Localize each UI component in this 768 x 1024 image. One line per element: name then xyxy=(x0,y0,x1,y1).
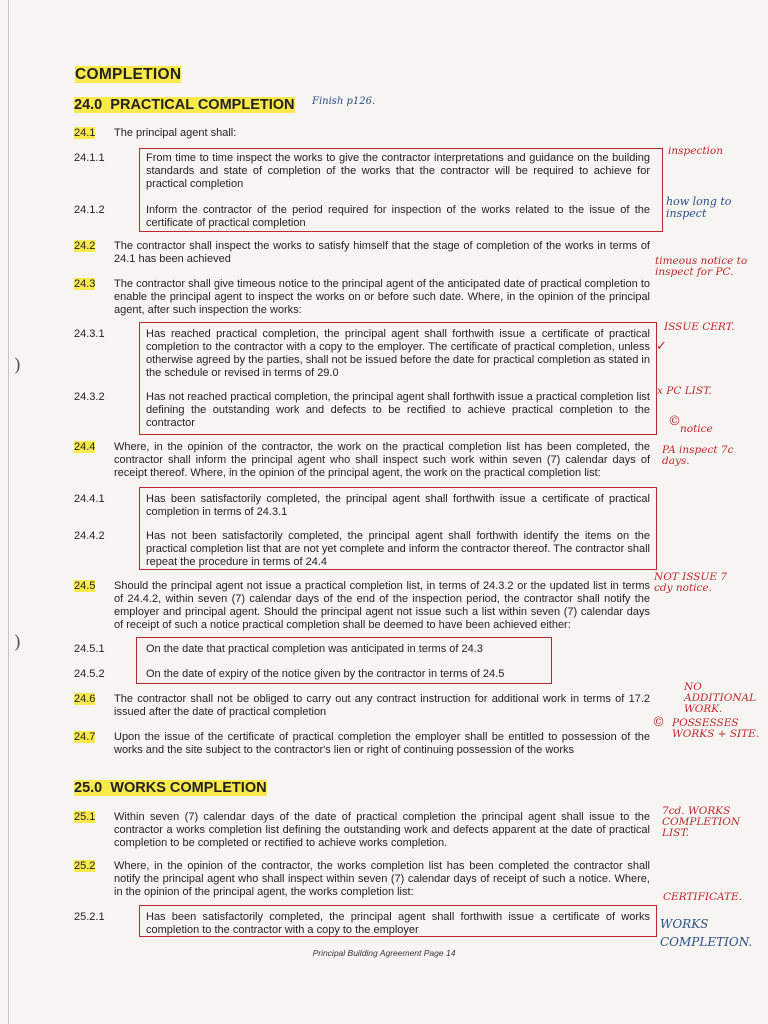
clause-text: The contractor shall inspect the works to satisfy himself that the stage of completion of the works in terms of 24.1 has been achieved xyxy=(114,240,650,265)
clause-number: 24.3 xyxy=(74,278,96,290)
annotation-note: how long to inspect xyxy=(666,195,732,220)
clause-number: 24.5 xyxy=(74,580,96,592)
clause-number: 25.2 xyxy=(74,860,96,872)
annotation-note: inspection xyxy=(668,145,723,157)
clause-number: 24.5.2 xyxy=(74,668,105,680)
annotation-note: 7cd. WORKS COMPLETION LIST. xyxy=(662,805,741,839)
clause-number: 24.2 xyxy=(74,240,96,252)
annotation-note: NO ADDITIONAL WORK. xyxy=(684,681,757,715)
clause-text: The contractor shall not be obliged to carry out any contract instruction for additional work in terms of 17.2 issued after the date of practical completion xyxy=(114,693,650,718)
clause-text: The contractor shall give timeous notice to the principal agent of the anticipated date of practical completion to enable the principal agent to inspect the works on or before such date. Where, in the opinion of the principal agent, after such inspection the works: xyxy=(114,278,650,316)
clause-number: 25.2.1 xyxy=(74,911,105,923)
clause-text: Should the principal agent not issue a practical completion list, in terms of 24.3.2 or the updated list in terms of 24.4.2, within seven (7) calendar days of the end of the inspection period, the contractor shall notify the employer and principal agent. Should the principal agent not issue such a list within seven (7) calendar days of receipt of such a notice practical completion shall be deemed to have been achieved either: xyxy=(114,580,650,631)
clause-number: 24.6 xyxy=(74,693,96,705)
clause-text: On the date that practical completion was anticipated in terms of 24.3 xyxy=(146,643,483,655)
annotation-note: PA inspect 7c days. xyxy=(662,444,734,467)
section-heading-24: 24.0 PRACTICAL COMPLETION xyxy=(74,97,295,113)
clause-text: Has been satisfactorily completed, the principal agent shall forthwith issue a certificate of works completion to the contractor with a copy to the employer xyxy=(146,911,650,936)
clause-number: 24.5.1 xyxy=(74,643,105,655)
clause-text: Has been satisfactorily completed, the principal agent shall forthwith issue a certificate of practical completion in terms of 24.3.1 xyxy=(146,493,650,518)
clause-text: Has reached practical completion, the principal agent shall forthwith issue a certificate of practical completion to the contractor with a copy to the employer. The certificate of practical completion, unless otherwise agreed by the parties, shall not be issued before the date for practical completion as stated in the schedule or revised in terms of 29.0 xyxy=(146,328,650,379)
clause-text: Upon the issue of the certificate of practical completion the employer shall be entitled to possession of the works and the site subject to the contractor's lien or right of continuing possession of the works xyxy=(114,731,650,756)
clause-number: 24.4 xyxy=(74,441,96,453)
tick-mark-icon: ✓ xyxy=(656,338,667,353)
page-footer: Principal Building Agreement Page 14 xyxy=(312,948,456,958)
clause-number: 24.1.1 xyxy=(74,152,105,164)
annotation-finish: Finish p126. xyxy=(312,96,376,107)
punch-hole-mark: ) xyxy=(14,632,22,653)
clause-number: 24.4.2 xyxy=(74,530,105,542)
annotation-note: POSSESSES WORKS + SITE. xyxy=(672,717,760,740)
annotation-note: timeous notice to inspect for PC. xyxy=(655,255,748,278)
page-title: COMPLETION xyxy=(75,66,182,83)
circled-c-icon: © xyxy=(668,414,681,429)
clause-number: 24.4.1 xyxy=(74,493,105,505)
clause-text: Where, in the opinion of the contractor, the work on the practical completion list has been completed, the contractor shall inform the principal agent who shall inspect such work within seven (7) calendar days of receipt thereof. Where, in the opinion of the principal agent, the work on the practical completion list: xyxy=(114,441,650,479)
clause-number: 25.1 xyxy=(74,811,96,823)
section-heading-25: 25.0 WORKS COMPLETION xyxy=(74,780,267,796)
annotation-note: ISSUE CERT. xyxy=(664,321,735,333)
clause-text: From time to time inspect the works to give the contractor interpretations and guidance on the building standards and state of completion of the works that the contractor will be required to achieve for practical completion xyxy=(146,152,650,190)
clause-number: 24.1.2 xyxy=(74,204,105,216)
clause-text: Has not been satisfactorily completed, the principal agent shall forthwith identify the items on the practical completion list that are not yet complete and inform the contractor thereof. The contractor shall repeat the procedure in terms of 24.4 xyxy=(146,530,650,568)
clause-number: 24.7 xyxy=(74,731,96,743)
annotation-note: CERTIFICATE. xyxy=(663,891,743,903)
clause-text: On the date of expiry of the notice given by the contractor in terms of 24.5 xyxy=(146,668,505,680)
clause-number: 24.1 xyxy=(74,127,96,139)
clause-text: Inform the contractor of the period required for inspection of the works related to the issue of the certificate of practical completion xyxy=(146,204,650,229)
clause-text: The principal agent shall: xyxy=(114,127,237,139)
annotation-note: x PC LIST. xyxy=(657,385,712,397)
circled-c-icon: © xyxy=(652,715,665,730)
clause-number: 24.3.1 xyxy=(74,328,105,340)
clause-number: 24.3.2 xyxy=(74,391,105,403)
clause-text: Within seven (7) calendar days of the date of practical completion the principal agent shall issue to the contractor a works completion list defining the outstanding work and defects apparent at the date of practical completion to be completed or rectified to achieve works completion. xyxy=(114,811,650,849)
clause-text: Where, in the opinion of the contractor, the works completion list has been completed the contractor shall notify the principal agent who shall inspect within seven (7) calendar days of receipt of such a notice. Where, in the opinion of the principal agent, the works completion list: xyxy=(114,860,650,898)
annotation-note: notice xyxy=(680,423,713,435)
annotation-note: NOT ISSUE 7 cdy notice. xyxy=(654,571,728,594)
clause-text: Has not reached practical completion, the principal agent shall forthwith issue a practical completion list defining the outstanding work and defects to be rectified to achieve practical completion to the contractor xyxy=(146,391,650,429)
annotation-note: WORKS COMPLETION. xyxy=(660,917,753,949)
punch-hole-mark: ) xyxy=(14,355,22,376)
